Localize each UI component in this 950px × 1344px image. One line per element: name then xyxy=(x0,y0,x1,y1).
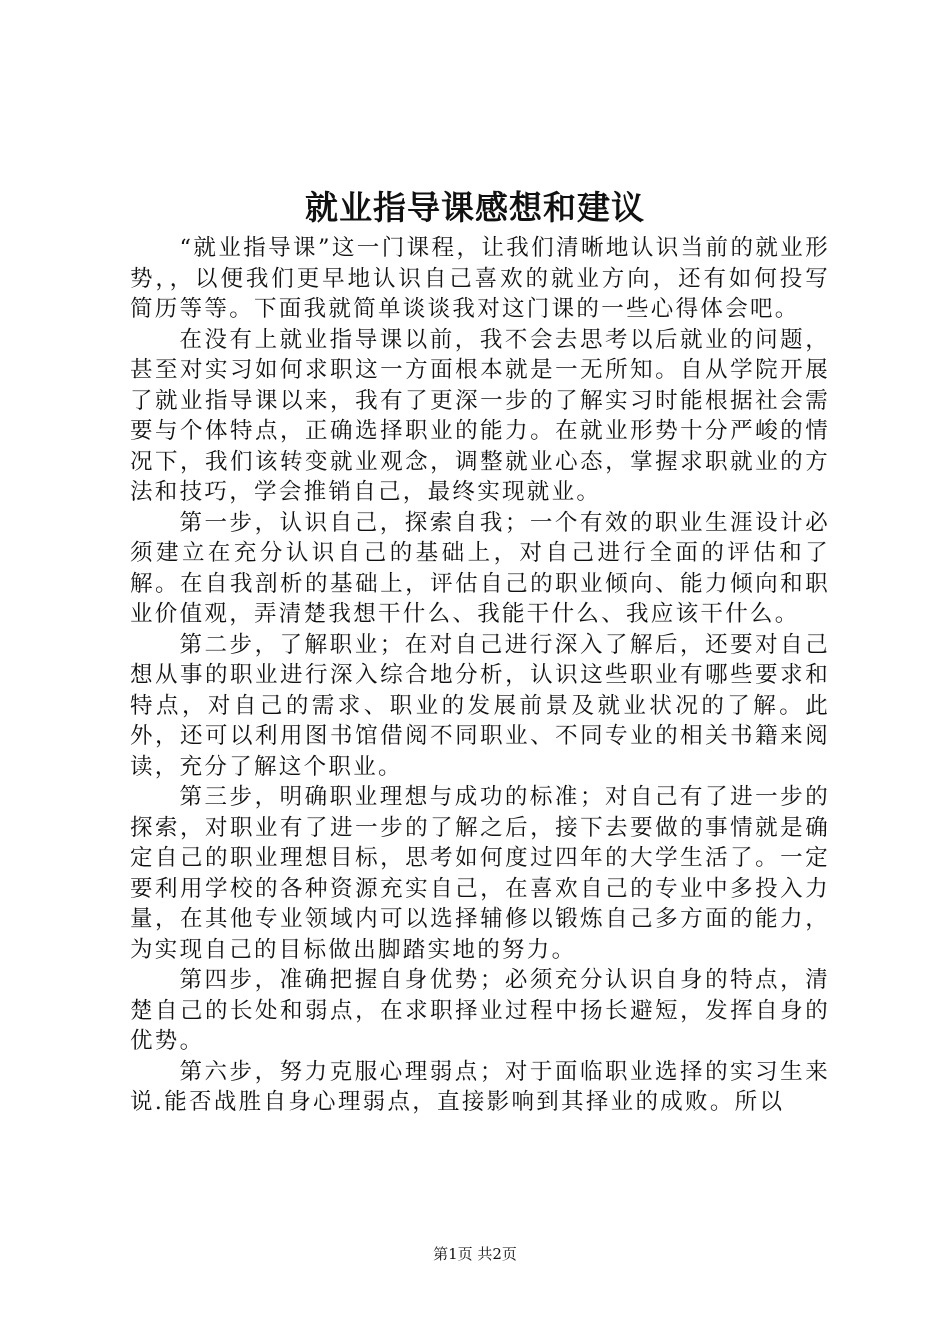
document-title: 就业指导课感想和建议 xyxy=(305,188,645,227)
paragraph-before-course: 在没有上就业指导课以前，我不会去思考以后就业的问题，甚至对实习如何求职这一方面根本就是一无所知。自从学院开展了就业指导课以来，我有了更深一步的了解实习时能根据社会需要与个体特点，正确选择职业的能力。在就业形势十分严峻的情况下，我们该转变就业观念，调整就业心态，掌握求职就业的方法和技巧，学会推销自己，最终实现就业。 xyxy=(130,326,830,505)
paragraph-step-two: 第二步，了解职业；在对自己进行深入了解后，还要对自己想从事的职业进行深入综合地分析，认识这些职业有哪些要求和特点，对自己的需求、职业的发展前景及就业状况的了解。此外，还可以利用图书馆借阅不同职业、不同专业的相关书籍来阅读，充分了解这个职业。 xyxy=(130,631,830,780)
paragraph-step-three: 第三步，明确职业理想与成功的标准；对自己有了进一步的探索，对职业有了进一步的了解之后，接下去要做的事情就是确定自己的职业理想目标，思考如何度过四年的大学生活了。一定要利用学校的各种资源充实自己，在喜欢自己的专业中多投入力量，在其他专业领域内可以选择辅修以锻炼自己多方面的能力，为实现自己的目标做出脚踏实地的努力。 xyxy=(130,784,830,963)
document-body xyxy=(130,233,830,1118)
paragraph-step-six: 第六步，努力克服心理弱点；对于面临职业选择的实习生来说.能否战胜自身心理弱点，直接影响到其择业的成败。所以 xyxy=(130,1058,830,1115)
paragraph-step-four: 第四步，准确把握自身优势；必须充分认识自身的特点，清楚自己的长处和弱点，在求职择业过程中扬长避短，发挥自身的优势。 xyxy=(130,967,830,1054)
page-footer: 第1页 共2页 xyxy=(433,1245,517,1263)
paragraph-step-one: 第一步，认识自己，探索自我；一个有效的职业生涯设计必须建立在充分认识自己的基础上，对自己进行全面的评估和了解。在自我剖析的基础上，评估自己的职业倾向、能力倾向和职业价值观，弄清楚我想干什么、我能干什么、我应该干什么。 xyxy=(130,509,830,627)
paragraph-intro: “就业指导课”这一门课程，让我们清晰地认识当前的就业形势，，以便我们更早地认识自己喜欢的就业方向，还有如何投写简历等等。下面我就简单谈谈我对这门课的一些心得体会吧。 xyxy=(130,235,830,322)
